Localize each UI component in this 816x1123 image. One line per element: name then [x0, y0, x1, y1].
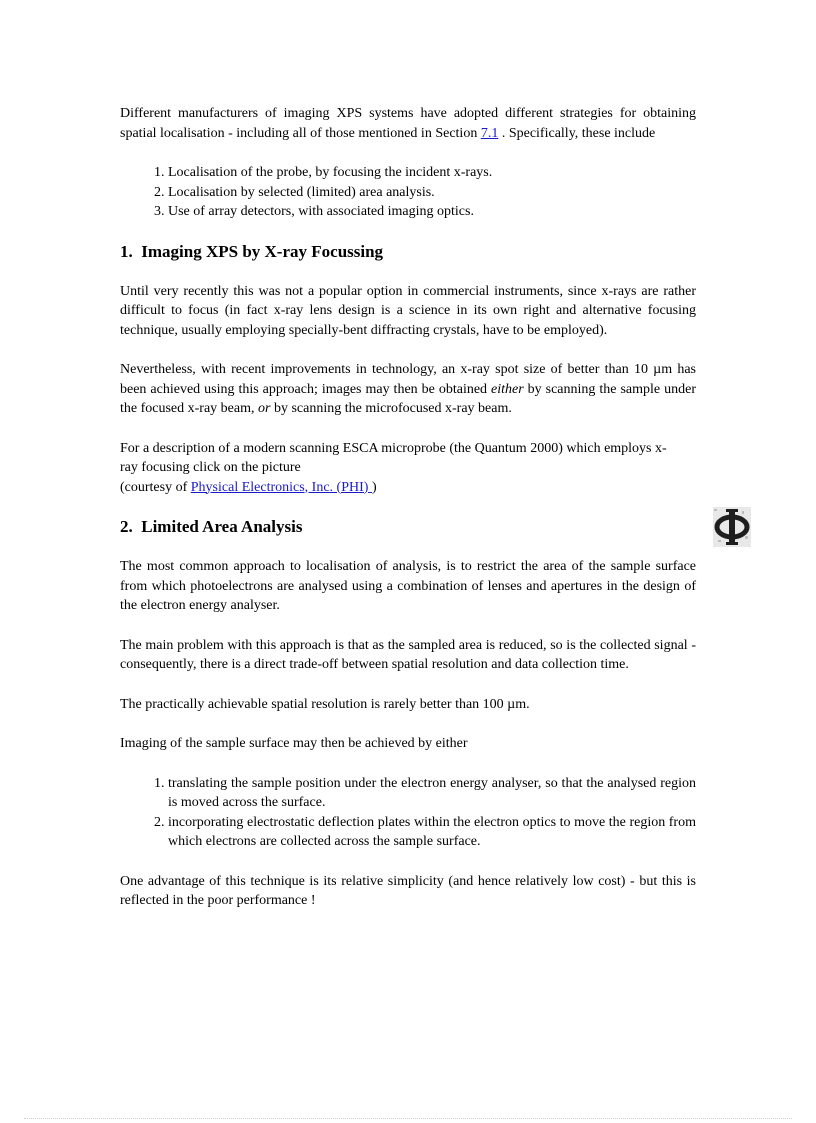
- section-1-number: 1.: [120, 241, 133, 261]
- section-2-heading: [120, 515, 696, 539]
- section-2-paragraph-3: The practically achievable spatial resolution is rarely better than 100 µm.: [120, 696, 530, 712]
- section-1-paragraph-3: [120, 439, 680, 498]
- list-item: 3. Use of array detectors, with associated imaging optics.: [168, 202, 696, 222]
- section-2-paragraph-4: Imaging of the sample surface may then be achieved by either: [120, 736, 468, 751]
- para2-text-a: Nevertheless, with recent improvements in technology, an x-ray spot size of better than 10 µm has been achieved using this approach; images may then be obtained: [120, 362, 696, 397]
- section-2-paragraph-5: One advantage of this technique is its relative simplicity (and hence relatively low cost) - but this is reflected in the poor performance !: [120, 873, 696, 908]
- para2-text-c: by scanning the microfocused x-ray beam.: [270, 401, 512, 416]
- strategies-list: [120, 163, 696, 222]
- phi-link[interactable]: Physical Electronics, Inc. (PHI): [190, 479, 372, 495]
- section-2-paragraph-2: The main problem with this approach is that as the sampled area is reduced, so is the collected signal - consequently, there is a direct trade-off between spatial resolution and data collection time.: [120, 637, 696, 672]
- para3-text-c: ): [371, 479, 377, 495]
- section-1-heading: [120, 240, 696, 264]
- page-bottom-divider: [24, 1118, 792, 1119]
- section-2-paragraph-1: The most common approach to localisation of analysis, is to restrict the area of the sample surface from which photoelectrons are analysed using a combination of lenses and apertures in the design of the electron energy analyser.: [120, 559, 696, 613]
- or-emphasis: or: [258, 401, 271, 416]
- intro-text-1: Different manufacturers of imaging XPS systems have adopted different strategies for obtaining spatial localisation - including all of those mentioned in Section: [120, 106, 696, 141]
- either-emphasis: either: [491, 381, 524, 397]
- intro-text-2: . Specifically, these include: [498, 125, 656, 141]
- phi-logo-image[interactable]: [712, 506, 752, 548]
- section-1-paragraph-1: Until very recently this was not a popular option in commercial instruments, since x-rays are rather difficult to focus (in fact x-ray lens design is a science in its own right and alternative focusing technique, usually employing specially-bent diffracting crystals, have to be employed).: [120, 283, 696, 338]
- phi-logo-icon: [712, 506, 752, 548]
- section-7-1-link[interactable]: 7.1: [480, 125, 499, 141]
- section-2-number: 2.: [120, 517, 133, 536]
- para3-text-b: (courtesy of: [120, 479, 191, 495]
- list-item: 2. Localisation by selected (limited) area analysis.: [168, 183, 696, 203]
- list-item: 1. translating the sample position under the electron energy analyser, so that the analysed region is moved across the surface.: [168, 774, 696, 813]
- para3-text-a: For a description of a modern scanning ESCA microprobe (the Quantum 2000) which employs x-ray focusing click on the picture: [120, 440, 667, 475]
- intro-paragraph: [120, 104, 696, 143]
- document-body: [120, 104, 696, 911]
- section-1-title: Imaging XPS by X-ray Focussing: [141, 241, 384, 261]
- list-item: 1. Localisation of the probe, by focusing the incident x-rays.: [168, 163, 696, 183]
- section-2-title: Limited Area Analysis: [141, 517, 303, 536]
- para2-text-b: by scanning the sample under the focused x-ray beam,: [120, 381, 696, 416]
- imaging-methods-list: [120, 774, 696, 852]
- list-item: 2. incorporating electrostatic deflection plates within the electron optics to move the region from which electrons are collected across the sample surface.: [168, 813, 696, 852]
- section-1-paragraph-2: [120, 360, 696, 419]
